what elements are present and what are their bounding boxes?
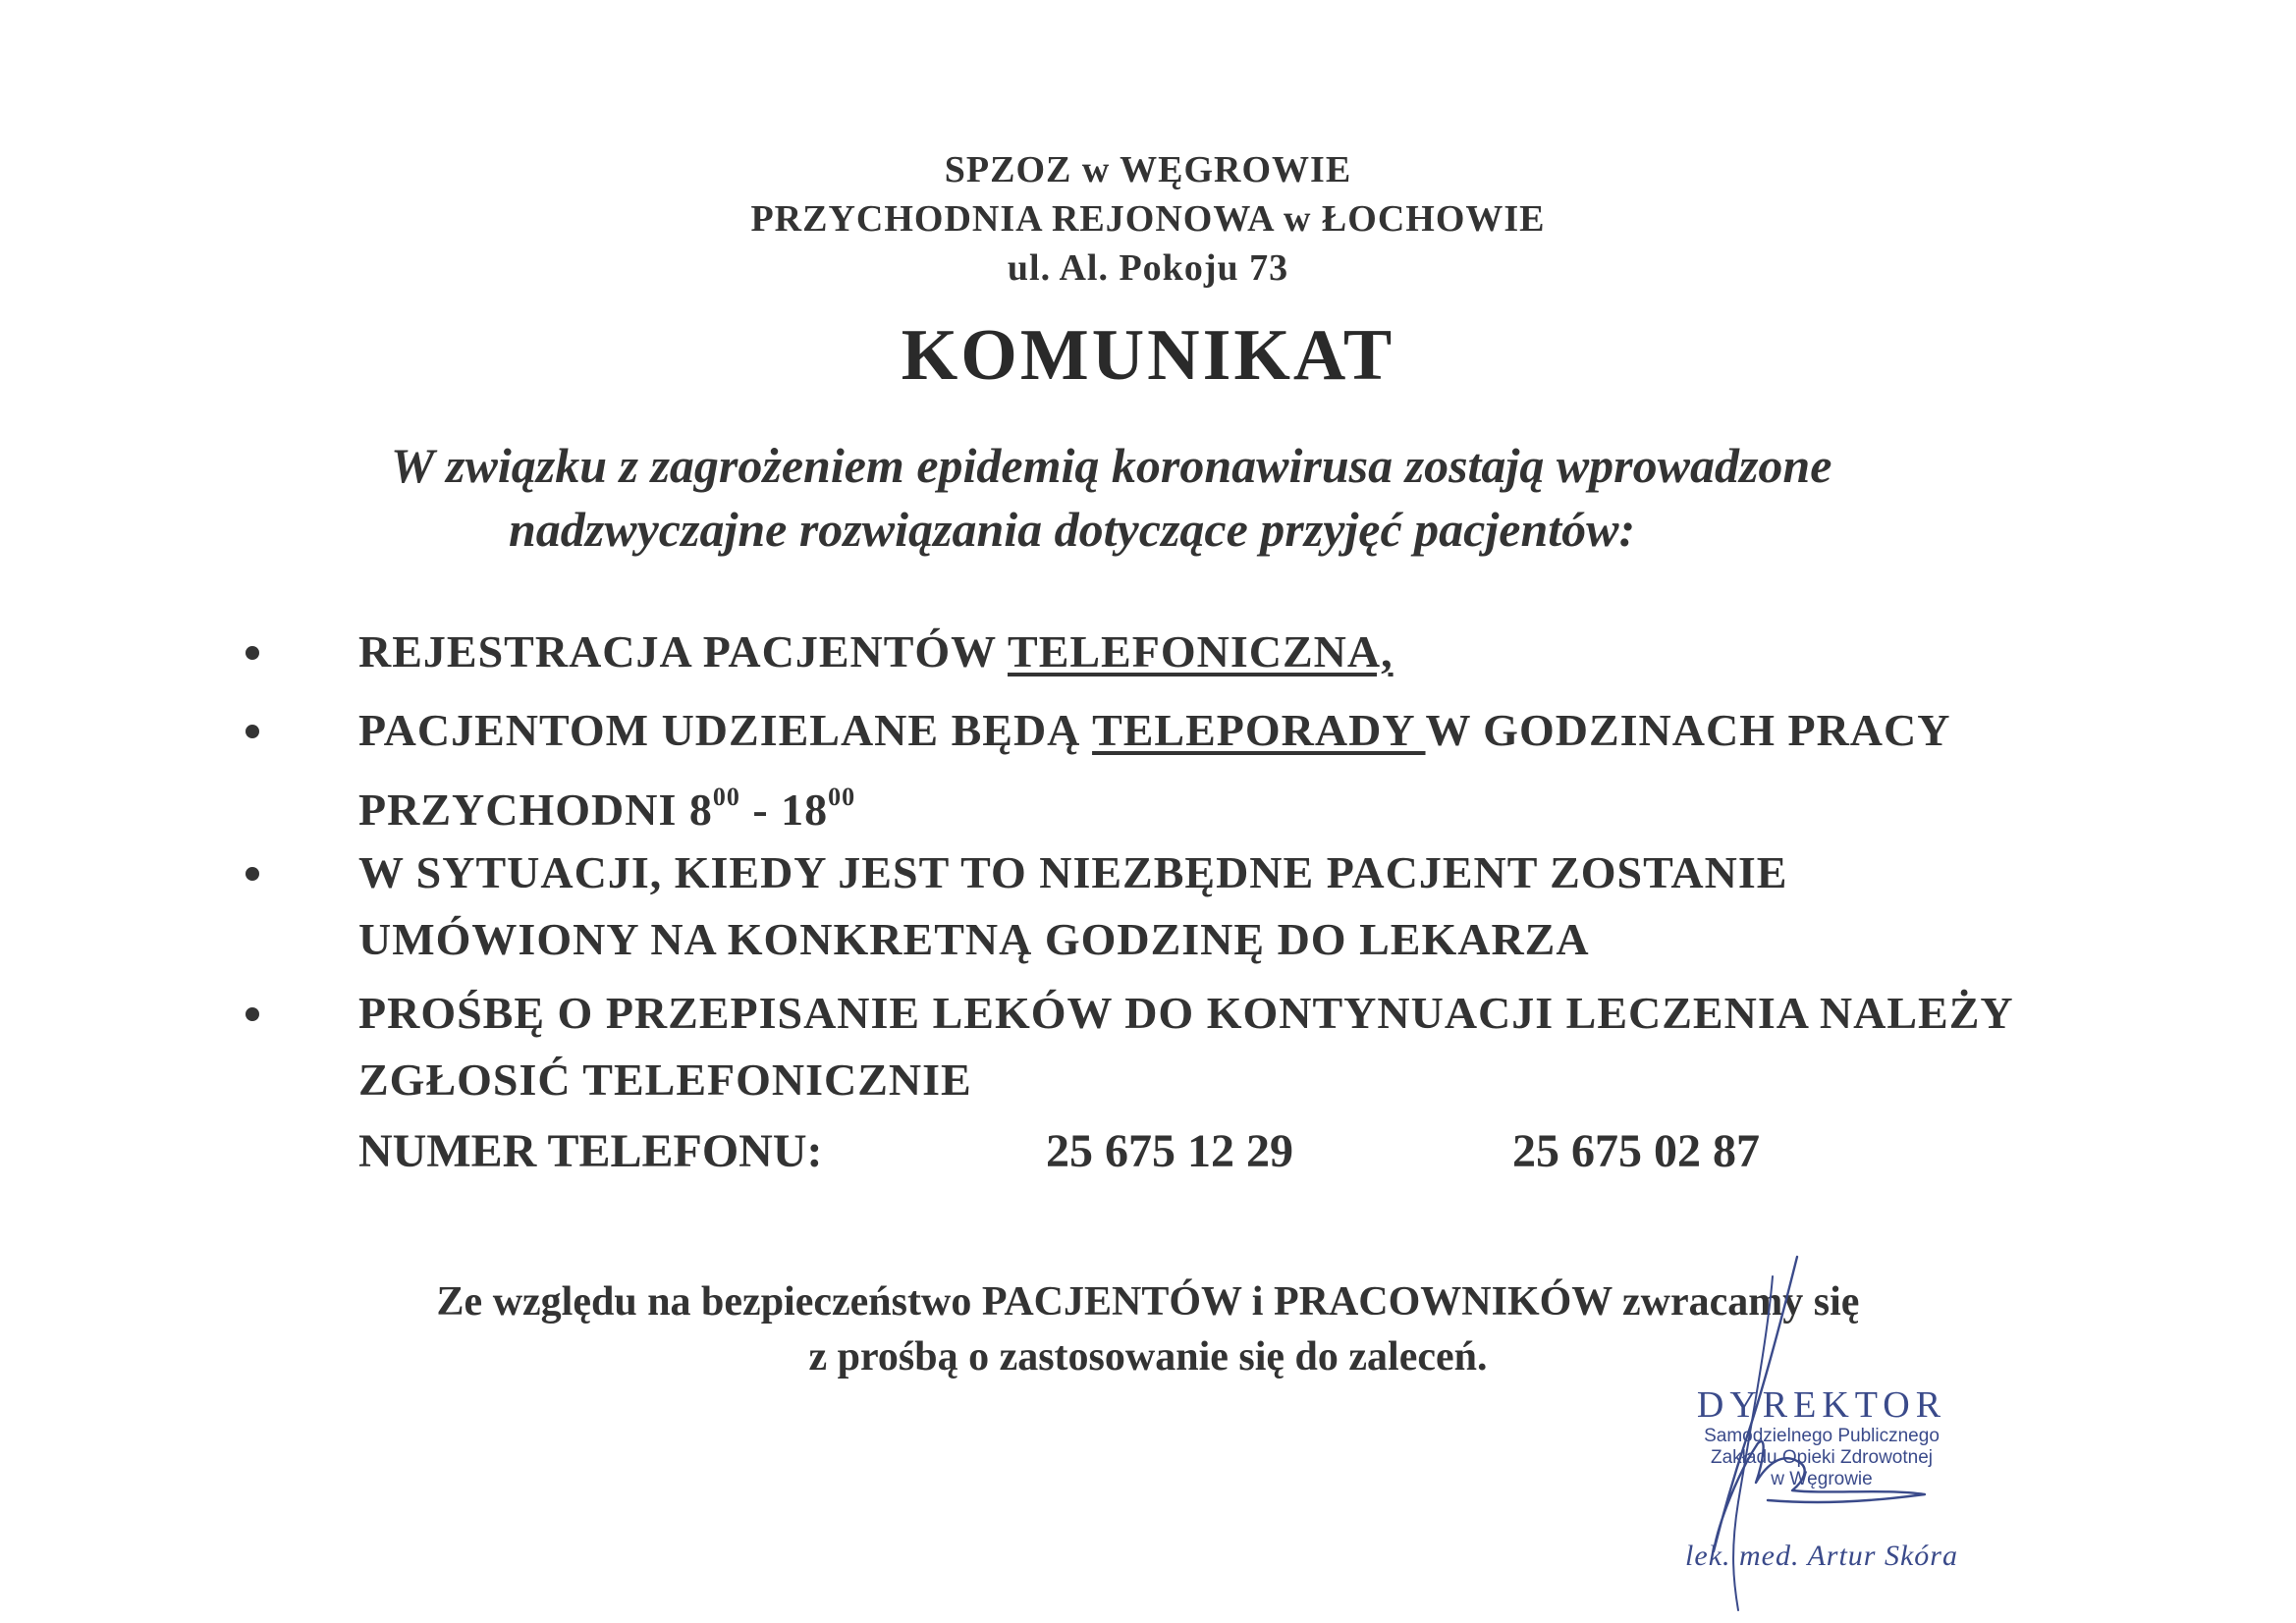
closing-line-1: Ze względu na bezpieczeństwo PACJENTÓW i PRACOWNIKÓW zwracamy się (436, 1279, 1860, 1325)
document-title: KOMUNIKAT (901, 315, 1395, 396)
bullet-3-line-1: W SYTUACJI, KIEDY JEST TO NIEZBĘDNE PACJENT ZOSTANIE (358, 847, 1788, 897)
hours-sup-2: 00 (828, 783, 856, 811)
intro-line-1: W związku z zagrożeniem epidemią koronawirusa zostają wprowadzone (391, 438, 1832, 493)
bullet-text-1 (358, 619, 1394, 685)
phone-number-2: 25 675 02 87 (1512, 1125, 1760, 1177)
bullet-icon (246, 646, 259, 660)
bullet-4-line-2: ZGŁOSIĆ TELEFONICZNIE (358, 1055, 972, 1105)
intro-line-2: nadzwyczajne rozwiązania dotyczące przyjęć pacjentów: (509, 502, 1636, 557)
bullet-1-underlined: TELEFONICZNA, (1008, 626, 1394, 676)
institution-header (0, 145, 2296, 293)
phone-number-1: 25 675 12 29 (1046, 1125, 1293, 1177)
bullet-1-text: REJESTRACJA PACJENTÓW (358, 626, 1009, 676)
bullet-icon (246, 867, 259, 881)
stamp-role: DYREKTOR (1696, 1384, 1947, 1426)
hours-sup-1: 00 (712, 783, 740, 811)
bullet-2-text: PACJENTOM UDZIELANE BĘDĄ (358, 705, 1093, 755)
header-line-1: SPZOZ w WĘGROWIE (944, 149, 1352, 190)
bullet-2-text-after: W GODZINACH PRACY (1425, 705, 1951, 755)
bullet-text-2a (358, 697, 1950, 764)
bullet-icon (246, 1007, 259, 1021)
hours-prefix: PRZYCHODNI 8 (358, 784, 713, 835)
bullet-text-2b (358, 764, 855, 843)
phone-label: NUMER TELEFONU: (358, 1125, 823, 1177)
stamp-org-line-1: Samodzielnego Publicznego (1704, 1426, 1940, 1446)
handwritten-signature-icon (1571, 1237, 2062, 1620)
closing-line-2: z prośbą o zastosowanie się do zaleceń. (808, 1334, 1488, 1380)
bullet-3-line-2: UMÓWIONY NA KONKRETNĄ GODZINĘ DO LEKARZA (358, 914, 1590, 964)
header-line-2: PRZYCHODNIA REJONOWA w ŁOCHOWIE (750, 198, 1546, 240)
stamp-org-line-3: w Węgrowie (1771, 1469, 1873, 1489)
bullet-4-line-1: PROŚBĘ O PRZEPISANIE LEKÓW DO KONTYNUACJI LECZENIA NALEŻY (358, 988, 2014, 1038)
bullet-2-underlined: TELEPORADY (1092, 705, 1426, 755)
bullet-icon (246, 725, 259, 738)
stamp-name: lek. med. Artur Skóra (1685, 1540, 1958, 1572)
header-line-3: ul. Al. Pokoju 73 (1007, 247, 1289, 289)
stamp-org-line-2: Zakładu Opieki Zdrowotnej (1711, 1447, 1933, 1468)
hours-dash: - 18 (739, 784, 829, 835)
